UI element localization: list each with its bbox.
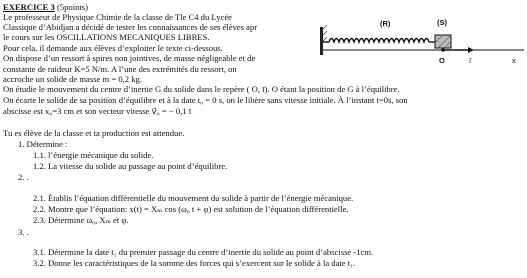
- question-1-label: Détermine :: [26, 139, 68, 149]
- intro-line-9: On écarte le solide de sa position d’équilibre et à la date t₀ = 0 s, on le libère sans vitesse initiale. À l’instant t=0s, son: [3, 95, 408, 105]
- intro-line-5: On dispose d’un ressort à spires non jointives, de masse négligeable et de: [3, 53, 256, 63]
- question-1-1-text: l’énergie mécanique du solide.: [48, 150, 154, 160]
- question-3-2-text: Donne les caractéristiques de la somme des forces qui s’exercent sur le solide à la date t₁.: [48, 258, 356, 268]
- question-2-3: [33, 215, 129, 225]
- question-3-label: .: [26, 227, 29, 237]
- intro-line-3: le cours sur les OSCILLATIONS MECANIQUES LIBRES.: [3, 32, 210, 42]
- question-2-1-number: 2.1.: [33, 193, 46, 203]
- question-3: [18, 227, 29, 237]
- question-1-2: [33, 161, 227, 171]
- question-1-1: [33, 150, 153, 160]
- intro-line-2: Classique d’Abidjan a décidé de tester les connaissances de ses élèves apr: [3, 22, 258, 32]
- question-2-3-text: Détermine ω₀, Xₘ et φ.: [48, 215, 129, 225]
- question-2-1-text: Établis l’équation différentielle du mouvement du solide à partir de l’énergie mécanique.: [48, 193, 354, 203]
- question-2-2: [33, 204, 349, 214]
- intro-line-4: Pour cela, il demande aux élèves d’exploiter le texte ci-dessous.: [3, 43, 223, 53]
- exercise-title: EXERCICE 3: [3, 2, 55, 12]
- question-1-2-text: La vitesse du solide au passage au point d’équilibre.: [48, 161, 228, 171]
- question-2-1: [33, 193, 353, 203]
- question-2-2-number: 2.2.: [33, 204, 46, 214]
- question-2: [18, 172, 29, 182]
- solid-label: (S): [437, 18, 447, 27]
- solid-block: [435, 35, 451, 48]
- intro-line-6: constante de raideur K=5 N/m. A l’une des extrémités du ressort, on: [3, 64, 237, 74]
- question-3-2-number: 3.2.: [33, 258, 46, 268]
- task-line: Tu es élève de la classe et ta production est attendue.: [3, 128, 185, 138]
- intro-line-10: abscisse est x₀=3 cm et son vecteur vitesse v⃗₀ = − 0,1 ī: [3, 106, 192, 116]
- axis-label: x: [512, 56, 516, 65]
- intro-line-8: On étudie le mouvement du centre d’inertie G du solide dans le repère ( O, ī). O étant la position de G à l’équilibre.: [3, 84, 400, 94]
- spring: [323, 39, 435, 43]
- question-1: [18, 139, 67, 149]
- question-3-1-number: 3.1.: [33, 247, 46, 257]
- question-2-3-number: 2.3.: [33, 215, 46, 225]
- question-3-1: [33, 247, 373, 257]
- question-1-1-number: 1.1.: [33, 150, 46, 160]
- spring-label: (R): [380, 19, 391, 28]
- unit-vector-head: [468, 47, 474, 53]
- wall-hatching: [323, 25, 327, 41]
- exercise-points: (5points): [56, 2, 88, 12]
- wall: [320, 27, 323, 55]
- intro-line-1: Le professeur de Physique Chimie de la classe de Tle C4 du Lycée: [3, 12, 232, 22]
- question-3-number: 3.: [18, 227, 25, 237]
- exercise-heading: [3, 2, 88, 12]
- unit-vector-label: ī: [469, 56, 472, 65]
- question-3-1-text: Détermine la date t₁ du premier passage du centre d’inertie du solide au point d’abscisse -1cm.: [48, 247, 374, 257]
- question-2-number: 2.: [18, 172, 25, 182]
- origin-label: O: [439, 56, 445, 65]
- question-2-2-text: Montre que l’équation: x(t) = Xₘ cos (ω₀ t + φ) est solution de l’équation différentielle.: [48, 204, 349, 214]
- intro-line-7: accroche un solide de masse m = 0,2 kg.: [3, 74, 142, 84]
- question-1-2-number: 1.2.: [33, 161, 46, 171]
- question-2-label: .: [26, 172, 29, 182]
- spring-figure: [318, 13, 526, 71]
- question-3-2: [33, 258, 355, 268]
- question-1-number: 1.: [18, 139, 25, 149]
